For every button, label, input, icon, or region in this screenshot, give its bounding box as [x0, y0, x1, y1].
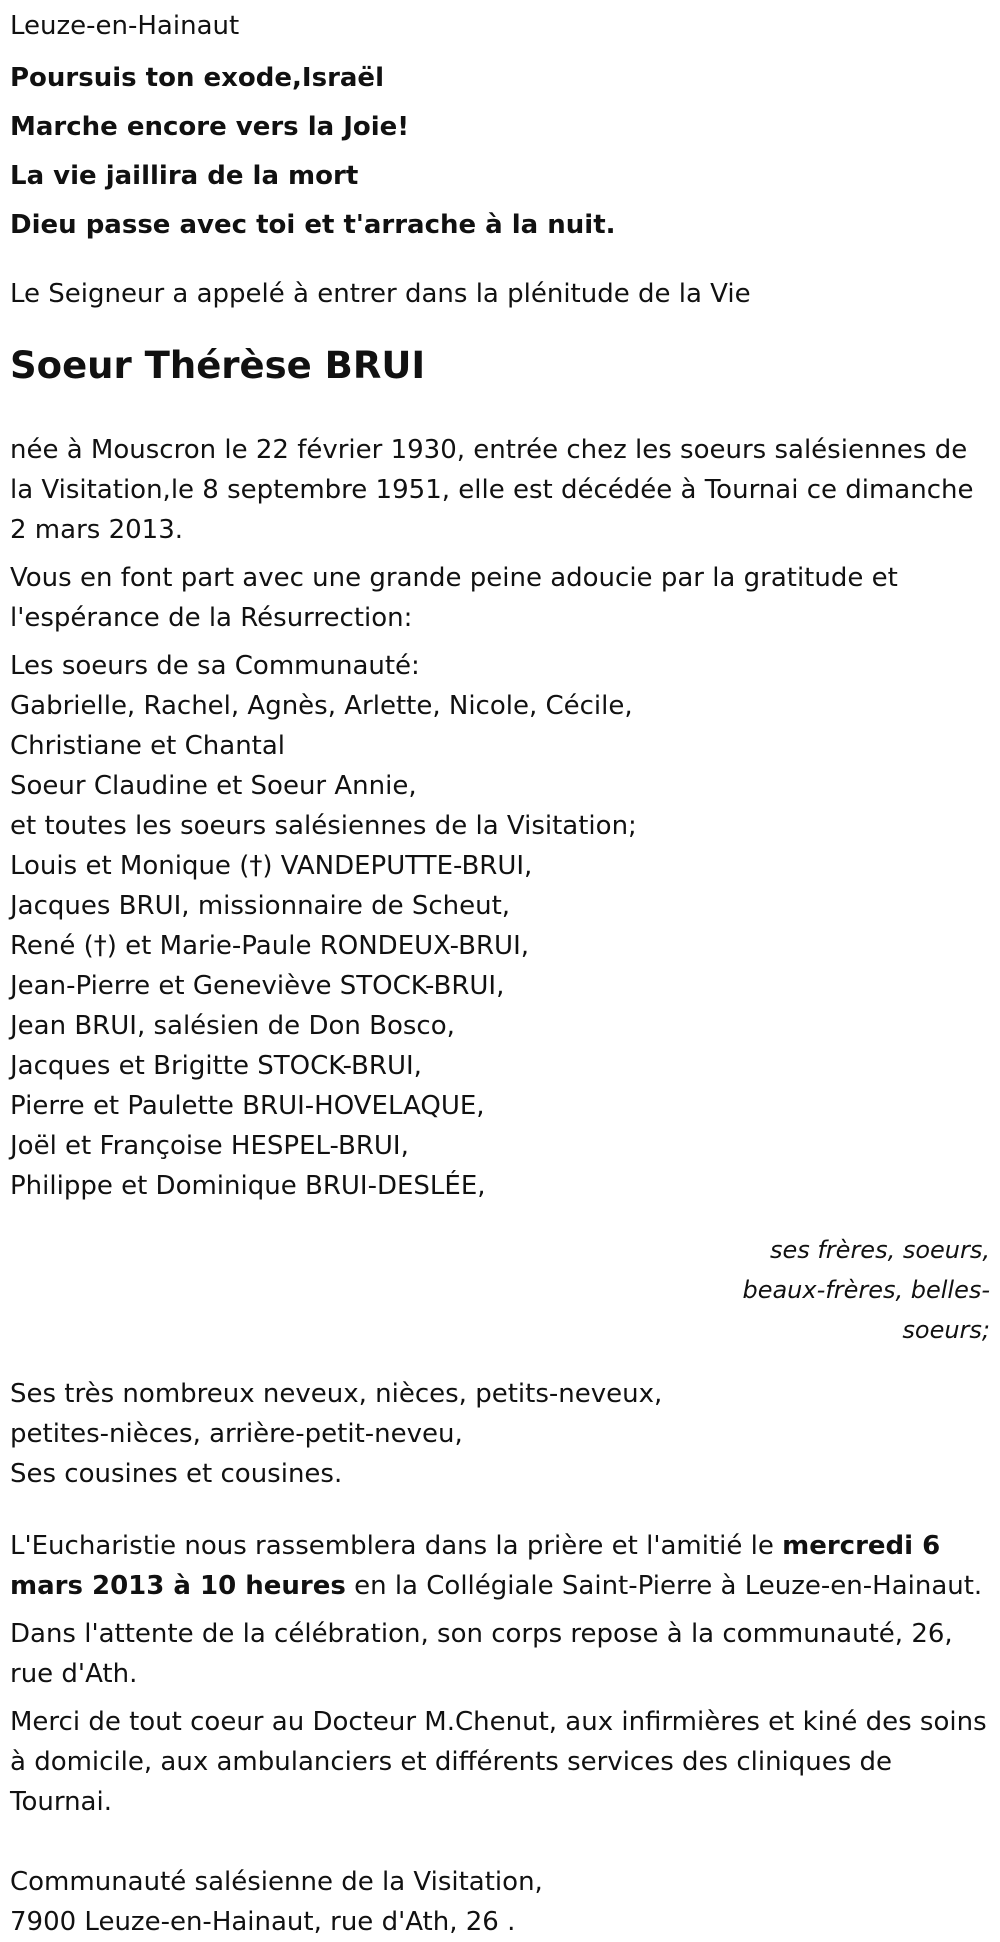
family-line: Jacques BRUI, missionnaire de Scheut, — [10, 891, 511, 921]
family-line: Jacques et Brigitte STOCK-BRUI, — [10, 1051, 422, 1081]
deceased-name: Soeur Thérèse BRUI — [10, 344, 426, 387]
funeral-text-before: L'Eucharistie nous rassemblera dans la prière et l'amitié le — [10, 1531, 783, 1561]
family-line: Christiane et Chantal — [10, 731, 286, 761]
biography: née à Mouscron le 22 février 1930, entrée chez les soeurs salésiennes de la Visitation,le 8 septembre 1951, elle est décédée à Tournai ce dimanche 2 mars 2013. — [10, 435, 974, 545]
extended-family-line: Ses cousines et cousines. — [10, 1459, 343, 1489]
family-line: Philippe et Dominique BRUI-DESLÉE, — [10, 1171, 486, 1201]
verse-line: La vie jaillira de la mort — [10, 161, 359, 191]
verse-line: Marche encore vers la Joie! — [10, 112, 410, 142]
intro-text: Le Seigneur a appelé à entrer dans la plénitude de la Vie — [10, 279, 751, 309]
locality: Leuze-en-Hainaut — [10, 11, 240, 41]
family-line: Louis et Monique (†) VANDEPUTTE-BRUI, — [10, 851, 533, 881]
family-line: René (†) et Marie-Paule RONDEUX-BRUI, — [10, 931, 529, 961]
address-block — [10, 1862, 990, 1942]
family-line: Soeur Claudine et Soeur Annie, — [10, 771, 417, 801]
announcement: Vous en font part avec une grande peine adoucie par la gratitude et l'espérance de la Résurrection: — [10, 563, 898, 633]
family-line: Les soeurs de sa Communauté: — [10, 651, 420, 681]
spacer — [10, 1830, 990, 1862]
family-line: Jean-Pierre et Geneviève STOCK-BRUI, — [10, 971, 505, 1001]
relation-label: ses frères, soeurs, beaux-frères, belles-soeurs; — [742, 1236, 990, 1344]
address-line: 7900 Leuze-en-Hainaut, rue d'Ath, 26 . — [10, 1907, 516, 1937]
family-list — [10, 646, 990, 1206]
extended-family-line: Ses très nombreux neveux, nièces, petits-neveux, — [10, 1379, 663, 1409]
funeral-datetime: mercredi 6 mars 2013 à 10 heures — [10, 1531, 941, 1601]
verse-line: Dieu passe avec toi et t'arrache à la nuit. — [10, 210, 616, 240]
address-line: Communauté salésienne de la Visitation, — [10, 1867, 543, 1897]
verse-block — [10, 54, 990, 250]
viewing-details: Dans l'attente de la célébration, son corps repose à la communauté, 26, rue d'Ath. — [10, 1619, 953, 1689]
funeral-text-after: en la Collégiale Saint-Pierre à Leuze-en-Hainaut. — [345, 1571, 983, 1601]
family-line: Pierre et Paulette BRUI-HOVELAQUE, — [10, 1091, 485, 1121]
extended-family-list — [10, 1374, 990, 1494]
obituary-notice — [10, 6, 990, 1942]
family-line: et toutes les soeurs salésiennes de la Visitation; — [10, 811, 637, 841]
funeral-details — [10, 1526, 990, 1606]
family-line: Gabrielle, Rachel, Agnès, Arlette, Nicole, Cécile, — [10, 691, 633, 721]
verse-line: Poursuis ton exode,Israël — [10, 63, 384, 93]
family-line: Joël et Françoise HESPEL-BRUI, — [10, 1131, 409, 1161]
extended-family-line: petites-nièces, arrière-petit-neveu, — [10, 1419, 463, 1449]
family-line: Jean BRUI, salésien de Don Bosco, — [10, 1011, 455, 1041]
thanks-text: Merci de tout coeur au Docteur M.Chenut, aux infirmières et kiné des soins à domicile, aux ambulanciers et différents services des cliniques de Tournai. — [10, 1707, 987, 1817]
spacer — [10, 1494, 990, 1526]
